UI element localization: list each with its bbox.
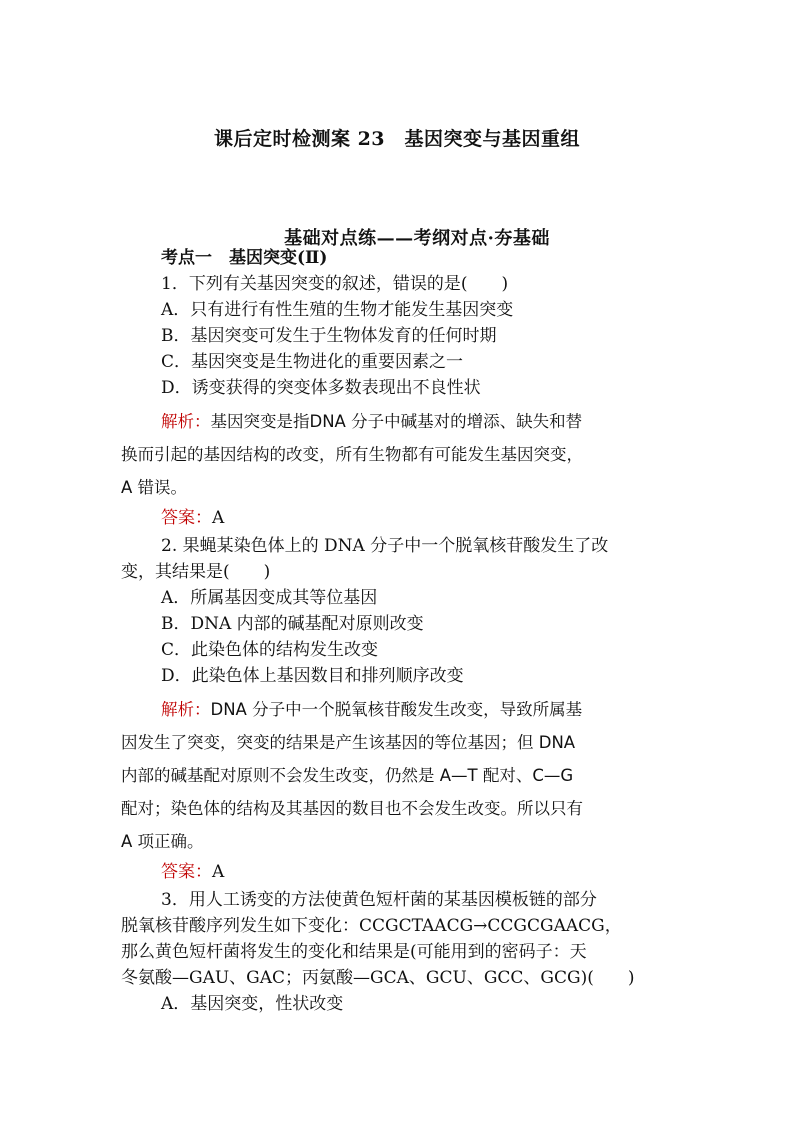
q1-analysis-label: 解析： (161, 412, 211, 431)
q2-option-a: A．所属基因变成其等位基因 (161, 588, 378, 608)
q1-option-d: D．诱变获得的突变体多数表现出不良性状 (161, 378, 481, 398)
q2-analysis-line-3: 内部的碱基配对原则不会发生改变，仍然是 A—T 配对、C—G (121, 766, 574, 785)
q1-analysis-text-1: 基因突变是指DNA 分子中碱基对的增添、缺失和替 (210, 412, 583, 431)
q2-analysis-line-5: A 项正确。 (121, 832, 204, 851)
q1-stem: 1．下列有关基因突变的叙述，错误的是( ) (161, 274, 509, 294)
q2-option-c: C．此染色体的结构发生改变 (161, 640, 379, 660)
q2-analysis-line-4: 配对；染色体的结构及其基因的数目也不会发生改变。所以只有 (121, 799, 583, 818)
q1-answer (121, 504, 677, 533)
q3-stem-line-3: 那么黄色短杆菌将发生的变化和结果是(可能用到的密码子：天 (121, 942, 587, 962)
q2-analysis-text-1: DNA 分子中一个脱氧核苷酸发生改变，导致所属基 (210, 700, 583, 719)
q2-option-b: B．DNA 内部的碱基配对原则改变 (161, 614, 424, 634)
q2-stem-line-2: 变，其结果是( ) (121, 562, 271, 582)
q1-analysis-line-2: 换而引起的基因结构的改变，所有生物都有可能发生基因突变， (121, 445, 583, 464)
q2-answer-value: A (212, 862, 225, 882)
q2-analysis-line-2: 因发生了突变，突变的结果是产生该基因的等位基因；但 DNA (121, 733, 576, 752)
q2-answer-label: 答案： (161, 862, 212, 882)
section-title: 基础对点练——考纲对点·夯基础 (284, 228, 550, 249)
q1-answer-label: 答案： (161, 508, 212, 528)
q1-analysis-line-1 (121, 405, 677, 438)
q3-stem-line-1: 3．用人工诱变的方法使黄色短杆菌的某基因模板链的部分 (161, 890, 597, 910)
q3-stem-line-4: 冬氨酸—GAU、GAC；丙氨酸—GCA、GCU、GCC、GCG)( ) (121, 968, 635, 988)
q2-option-d: D．此染色体上基因数目和排列顺序改变 (161, 666, 464, 686)
document-title: 课后定时检测案 23 基因突变与基因重组 (213, 128, 581, 150)
q1-analysis-line-3: A 错误。 (121, 478, 188, 497)
q2-stem-line-1: 2. 果蝇某染色体上的 DNA 分子中一个脱氧核苷酸发生了改 (161, 536, 609, 556)
q1-answer-value: A (212, 508, 225, 528)
content (121, 245, 677, 1017)
q1-option-b: B．基因突变可发生于生物体发育的任何时期 (161, 326, 497, 346)
q2-analysis-line-1 (121, 693, 677, 726)
kaodian-heading: 考点一 基因突变(Ⅱ) (161, 248, 328, 268)
q1-option-a: A．只有进行有性生殖的生物才能发生基因突变 (161, 300, 514, 320)
q1-option-c: C．基因突变是生物进化的重要因素之一 (161, 352, 464, 372)
q2-answer (121, 858, 677, 887)
q3-stem-line-2: 脱氧核苷酸序列发生如下变化：CCGCTAACG→CCGCGAACG， (121, 916, 622, 936)
q2-analysis-label: 解析： (161, 700, 211, 719)
q3-option-a: A．基因突变，性状改变 (161, 994, 344, 1014)
